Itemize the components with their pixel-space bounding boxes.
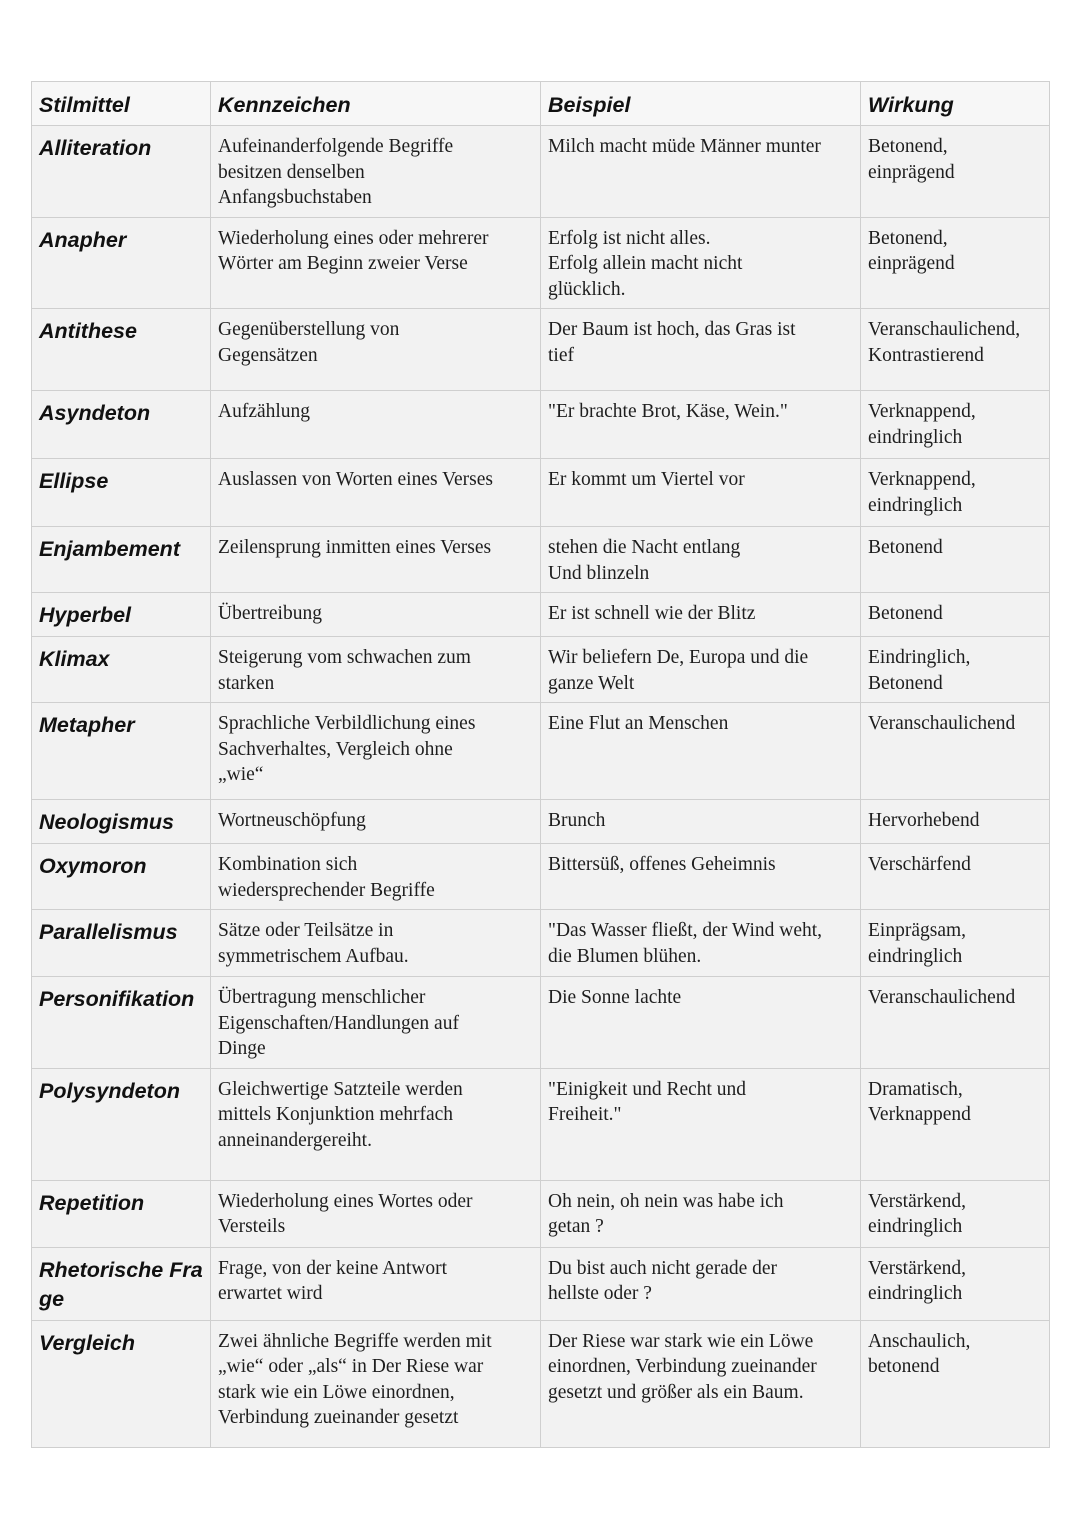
kennzeichen-cell: Kombination sich wiedersprechender Begriffe [211,844,541,910]
term-cell: Alliteration [32,126,211,218]
term-cell: Personifikation [32,977,211,1069]
wirkung-cell: Verknappend, eindringlich [861,391,1050,459]
beispiel-cell: Er ist schnell wie der Blitz [541,593,861,637]
beispiel-cell: Erfolg ist nicht alles. Erfolg allein macht nicht glücklich. [541,217,861,309]
term-cell: Klimax [32,637,211,703]
table-row [32,391,1050,459]
wirkung-cell: Verstärkend, eindringlich [861,1247,1050,1320]
wirkung-cell: Hervorhebend [861,800,1050,844]
table-row [32,217,1050,309]
wirkung-cell: Dramatisch, Verknappend [861,1068,1050,1180]
table-row [32,1068,1050,1180]
wirkung-cell: Betonend, einprägend [861,126,1050,218]
table-row [32,637,1050,703]
kennzeichen-cell: Zwei ähnliche Begriffe werden mit „wie“ oder „als“ in Der Riese war stark wie ein Löwe einordnen, Verbindung zueinander gesetzt [211,1320,541,1447]
term-cell: Neologismus [32,800,211,844]
wirkung-cell: Betonend, einprägend [861,217,1050,309]
term-cell: Oxymoron [32,844,211,910]
kennzeichen-cell: Gegenüberstellung von Gegensätzen [211,309,541,391]
kennzeichen-cell: Aufzählung [211,391,541,459]
kennzeichen-cell: Auslassen von Worten eines Verses [211,459,541,527]
wirkung-cell: Eindringlich, Betonend [861,637,1050,703]
table-row [32,1320,1050,1447]
table-row [32,126,1050,218]
beispiel-cell: Du bist auch nicht gerade der hellste oder ? [541,1247,861,1320]
table-row [32,527,1050,593]
beispiel-cell: Eine Flut an Menschen [541,703,861,800]
table-row [32,1247,1050,1320]
wirkung-cell: Betonend [861,593,1050,637]
wirkung-cell: Anschaulich, betonend [861,1320,1050,1447]
wirkung-cell: Veranschaulichend [861,977,1050,1069]
term-cell: Enjambement [32,527,211,593]
wirkung-cell: Veranschaulichend [861,703,1050,800]
kennzeichen-cell: Übertragung menschlicher Eigenschaften/Handlungen auf Dinge [211,977,541,1069]
term-cell: Ellipse [32,459,211,527]
table-row [32,800,1050,844]
table-row [32,910,1050,977]
beispiel-cell: Bittersüß, offenes Geheimnis [541,844,861,910]
table-row [32,309,1050,391]
header-wirkung: Wirkung [861,82,1050,126]
kennzeichen-cell: Frage, von der keine Antwort erwartet wird [211,1247,541,1320]
beispiel-cell: Der Riese war stark wie ein Löwe einordnen, Verbindung zueinander gesetzt und größer als ein Baum. [541,1320,861,1447]
wirkung-cell: Verknappend, eindringlich [861,459,1050,527]
term-cell: Anapher [32,217,211,309]
table-row [32,977,1050,1069]
term-cell: Asyndeton [32,391,211,459]
table-row [32,459,1050,527]
kennzeichen-cell: Steigerung vom schwachen zum starken [211,637,541,703]
term-cell: Antithese [32,309,211,391]
beispiel-cell: Brunch [541,800,861,844]
kennzeichen-cell: Übertreibung [211,593,541,637]
beispiel-cell: Oh nein, oh nein was habe ich getan ? [541,1180,861,1247]
beispiel-cell: Er kommt um Viertel vor [541,459,861,527]
kennzeichen-cell: Gleichwertige Satzteile werden mittels Konjunktion mehrfach anneinandergereiht. [211,1068,541,1180]
beispiel-cell: "Das Wasser fließt, der Wind weht, die Blumen blühen. [541,910,861,977]
wirkung-cell: Verstärkend, eindringlich [861,1180,1050,1247]
term-cell: Rhetorische Frage [32,1247,211,1320]
beispiel-cell: "Einigkeit und Recht und Freiheit." [541,1068,861,1180]
term-cell: Hyperbel [32,593,211,637]
beispiel-cell: Wir beliefern De, Europa und die ganze Welt [541,637,861,703]
kennzeichen-cell: Sätze oder Teilsätze in symmetrischem Aufbau. [211,910,541,977]
term-cell: Vergleich [32,1320,211,1447]
wirkung-cell: Veranschaulichend, Kontrastierend [861,309,1050,391]
beispiel-cell: Milch macht müde Männer munter [541,126,861,218]
beispiel-cell: "Er brachte Brot, Käse, Wein." [541,391,861,459]
table-row [32,1180,1050,1247]
header-beispiel: Beispiel [541,82,861,126]
wirkung-cell: Betonend [861,527,1050,593]
beispiel-cell: Der Baum ist hoch, das Gras ist tief [541,309,861,391]
kennzeichen-cell: Zeilensprung inmitten eines Verses [211,527,541,593]
wirkung-cell: Verschärfend [861,844,1050,910]
table-row [32,844,1050,910]
term-cell: Parallelismus [32,910,211,977]
table-row [32,703,1050,800]
term-cell: Repetition [32,1180,211,1247]
beispiel-cell: Die Sonne lachte [541,977,861,1069]
beispiel-cell: stehen die Nacht entlang Und blinzeln [541,527,861,593]
wirkung-cell: Einprägsam, eindringlich [861,910,1050,977]
term-cell: Metapher [32,703,211,800]
kennzeichen-cell: Wortneuschöpfung [211,800,541,844]
kennzeichen-cell: Wiederholung eines Wortes oder Versteils [211,1180,541,1247]
stilmittel-table [31,81,1050,1448]
kennzeichen-cell: Wiederholung eines oder mehrerer Wörter am Beginn zweier Verse [211,217,541,309]
kennzeichen-cell: Sprachliche Verbildlichung eines Sachverhaltes, Vergleich ohne „wie“ [211,703,541,800]
kennzeichen-cell: Aufeinanderfolgende Begriffe besitzen denselben Anfangsbuchstaben [211,126,541,218]
header-kennzeichen: Kennzeichen [211,82,541,126]
term-cell: Polysyndeton [32,1068,211,1180]
header-stilmittel: Stilmittel [32,82,211,126]
table-row [32,593,1050,637]
table-header-row [32,82,1050,126]
